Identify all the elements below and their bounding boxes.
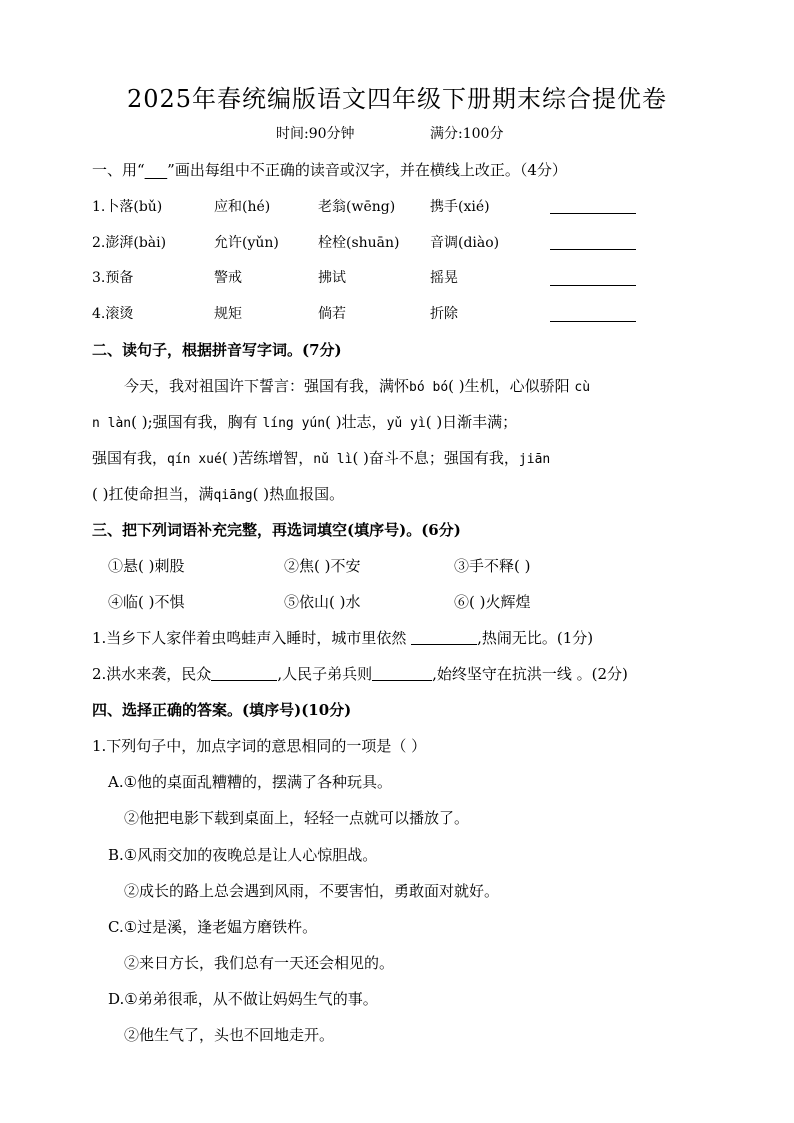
- q2-pinyin-cu: cù: [574, 380, 591, 395]
- q2-line4-text-a: ( )扛使命担当，满: [92, 485, 214, 503]
- exam-full-score: 满分:100分: [430, 126, 504, 142]
- q2-pinyin-qiang: qiāng: [213, 488, 253, 503]
- q2-pinyin-yuyi: yǔ yì: [386, 416, 426, 431]
- q4-question-1: 1.下列句子中，加点字词的意思相同的一项是（ ）: [92, 737, 427, 755]
- q1-heading-part-a: 一、用“: [92, 161, 145, 179]
- q3-sentence-1-a: 1.当乡下人家伴着虫鸣蛙声入睡时，城市里依然: [92, 629, 407, 647]
- q4-option-c-1: C.①过是溪，逢老媪方磨铁杵。: [108, 918, 318, 936]
- q2-line3-text-c: ( )奋斗不息；强国有我，: [352, 449, 519, 467]
- q3-idiom-4: ④临( )不惧: [108, 593, 185, 611]
- q4-option-a-1: A.①他的桌面乱糟糟的，摆满了各种玩具。: [108, 773, 393, 791]
- q3-sentence-2-a: 2.洪水来袭，民众: [92, 665, 212, 683]
- q4-option-b-1: B.①风雨交加的夜晚总是让人心惊胆战。: [108, 846, 378, 864]
- q1-row3-c4: 摇晃: [430, 270, 458, 286]
- q1-row2-c3: 栓栓(shuān): [318, 235, 400, 251]
- q3-sentence-1-blank[interactable]: [411, 630, 477, 645]
- q4-option-c-2: ②来日方长，我们总有一天还会相见的。: [124, 954, 395, 972]
- q3-sentence-2-blank-1[interactable]: [211, 666, 277, 681]
- q1-heading: [92, 160, 567, 180]
- q1-row2-c4: 音调(diào): [430, 235, 500, 251]
- q3-idiom-1: ①悬( )刺股: [108, 557, 185, 575]
- q2-line4: [92, 484, 344, 506]
- q1-row1-c2: 应和(hé): [214, 199, 271, 215]
- q1-row1-c1: 1.卜落(bǔ): [92, 199, 163, 215]
- q2-line3-text-b: ( )苦练增智，: [221, 449, 314, 467]
- q2-line2: [92, 412, 517, 434]
- q4-heading: 四、选择正确的答案。(填序号)(10分): [92, 701, 352, 719]
- q1-row4-c3: 倘若: [318, 306, 346, 322]
- q1-heading-blank: ___: [144, 161, 168, 179]
- q1-row4-c2: 规矩: [214, 306, 242, 322]
- q3-idiom-2: ②焦( )不安: [284, 557, 361, 575]
- q2-line2-text-a: ( );强国有我，胸有: [131, 413, 258, 431]
- q3-sentence-2: [92, 664, 628, 684]
- q2-pinyin-nlan: n làn: [92, 416, 132, 431]
- q1-row1-c3: 老翁(wēng): [318, 199, 396, 215]
- q3-sentence-2-c: ,始终坚守在抗洪一线 。(2分): [432, 665, 628, 683]
- q2-pinyin-lingyun: líng yún: [262, 416, 326, 431]
- q2-pinyin-jian: jiān: [518, 452, 551, 467]
- q1-row3-c1: 3.预备: [92, 270, 134, 286]
- q2-line4-text-b: ( )热血报国。: [252, 485, 345, 503]
- q3-idiom-5: ⑤依山( )水: [284, 593, 361, 611]
- q1-row3-c2: 警戒: [214, 270, 242, 286]
- q2-pinyin-nuli: nǔ lì: [313, 452, 353, 467]
- q2-line3-text-a: 强国有我，: [92, 449, 168, 467]
- q1-row2-c1: 2.澎湃(bài): [92, 235, 167, 251]
- page-title: 2025年春统编版语文四年级下册期末综合提优卷: [126, 85, 668, 113]
- q2-line2-text-b: ( )壮志，: [325, 413, 387, 431]
- q2-line1: [124, 376, 590, 398]
- q4-option-b-2: ②成长的路上总会遇到风雨，不要害怕，勇敢面对就好。: [124, 882, 500, 900]
- q1-row4-answer-line[interactable]: [550, 321, 636, 322]
- q3-idiom-6: ⑥( )火辉煌: [454, 593, 531, 611]
- q2-line2-text-c: ( )日渐丰满；: [425, 413, 518, 431]
- q1-heading-part-b: ”画出每组中不正确的读音或汉字，并在横线上改正。（4分）: [167, 161, 567, 179]
- q1-row1-answer-line[interactable]: [550, 213, 636, 214]
- q3-sentence-1-b: ,热闹无比。(1分): [477, 629, 594, 647]
- q3-sentence-2-blank-2[interactable]: [372, 666, 432, 681]
- q2-line1-text-a: 今天，我对祖国许下誓言：强国有我，满怀: [124, 377, 410, 395]
- q1-row1-c4: 携手(xié): [430, 199, 490, 215]
- q3-sentence-2-b: ,人民子弟兵则: [277, 665, 373, 683]
- q2-line3: [92, 448, 550, 470]
- q2-pinyin-qinxue: qín xué: [167, 452, 222, 467]
- q3-sentence-1: [92, 628, 593, 648]
- q1-row3-answer-line[interactable]: [550, 285, 636, 286]
- q1-row3-c3: 拂试: [318, 270, 346, 286]
- q3-idiom-3: ③手不释( ): [454, 557, 531, 575]
- q1-row2-answer-line[interactable]: [550, 249, 636, 250]
- q3-heading: 三、把下列词语补充完整，再选词填空(填序号)。(6分): [92, 521, 461, 539]
- q2-heading: 二、读句子，根据拼音写字词。(7分): [92, 341, 342, 359]
- q1-row2-c2: 允许(yǔn): [214, 235, 279, 251]
- q2-line1-text-b: ( )生机，心似骄阳: [448, 377, 570, 395]
- q4-option-d-2: ②他生气了，头也不回地走开。: [124, 1026, 335, 1044]
- q4-option-a-2: ②他把电影下载到桌面上，轻轻一点就可以播放了。: [124, 809, 470, 827]
- q1-row4-c1: 4.滚烫: [92, 306, 134, 322]
- q2-pinyin-bobo: bó bó: [409, 380, 449, 395]
- q4-option-d-1: D.①弟弟很乖，从不做让妈妈生气的事。: [108, 990, 378, 1008]
- exam-time: 时间:90分钟: [276, 126, 355, 142]
- q1-row4-c4: 折除: [430, 306, 458, 322]
